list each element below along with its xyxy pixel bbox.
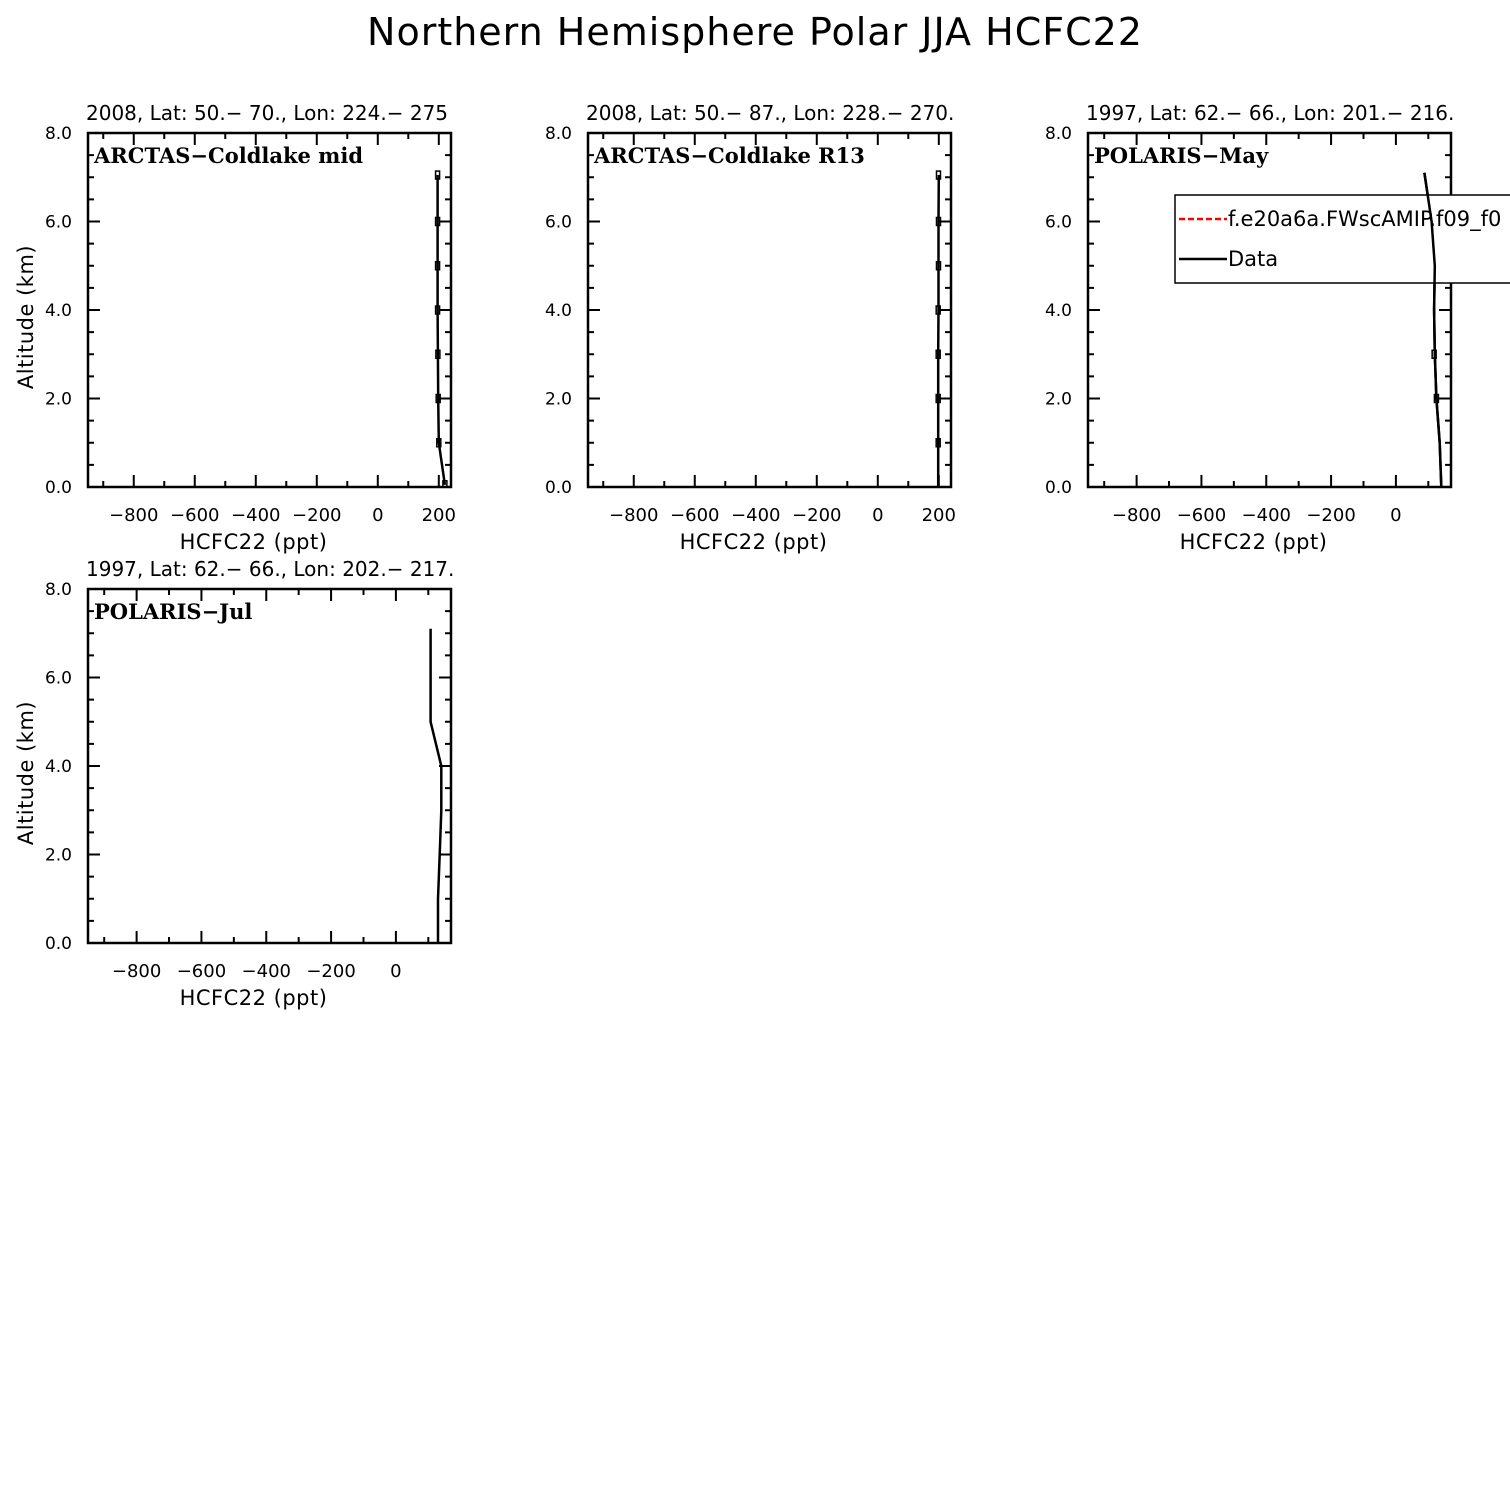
x-tick-label: −800 [109,505,159,526]
y-tick-label: 8.0 [44,580,72,600]
panel-1 [14,101,456,554]
x-tick-label: 0 [872,505,884,526]
series-group [936,0,941,487]
y-tick-label: 6.0 [44,668,72,689]
x-tick-label: −200 [1306,505,1356,526]
y-tick-label: 8.0 [544,124,572,144]
y-tick-label: 0.0 [44,934,72,954]
x-tick-label: −400 [241,961,291,982]
panel-title: 1997, Lat: 62.− 66., Lon: 202.− 217. [86,557,455,581]
x-tick-label: −600 [670,505,720,526]
y-axis-label: Altitude (km) [14,244,38,390]
figure-title: Northern Hemisphere Polar JJA HCFC22 [367,10,1143,54]
y-tick-label: 6.0 [44,212,72,233]
x-tick-label: −600 [1176,505,1227,526]
data-marker [937,0,941,8]
y-tick-label: 4.0 [44,301,72,321]
plot-frame [88,133,451,487]
x-axis-label: HCFC22 (ppt) [179,986,328,1010]
panel-title: 2008, Lat: 50.− 87., Lon: 228.− 270. [586,101,955,125]
campaign-label: POLARIS−May [1094,143,1269,168]
y-tick-label: 6.0 [1044,212,1072,233]
campaign-label: POLARIS−Jul [94,599,253,624]
x-tick-label: −600 [176,961,227,982]
x-tick-label: −800 [111,961,162,982]
x-axis-label: HCFC22 (ppt) [179,530,328,554]
y-tick-label: 8.0 [1044,124,1072,144]
y-axis-label: Altitude (km) [14,700,38,846]
plot-frame [88,589,451,943]
y-tick-label: 2.0 [1044,389,1072,410]
y-tick-label: 2.0 [44,389,72,410]
y-tick-label: 0.0 [44,478,72,498]
x-tick-label: −200 [292,505,342,526]
y-tick-label: 2.0 [44,845,72,866]
panel-title: 2008, Lat: 50.− 70., Lon: 224.− 275 [86,101,449,125]
y-tick-label: 8.0 [44,124,72,144]
series-group [431,629,442,943]
x-tick-label: 200 [921,505,956,526]
series-group [436,171,447,489]
x-tick-label: 200 [421,505,456,526]
series-line-data [431,629,442,943]
plot-frame [1088,133,1451,487]
y-tick-label: 4.0 [544,301,572,321]
y-tick-label: 0.0 [544,478,572,498]
x-tick-label: −200 [306,961,356,982]
panel-2 [545,0,956,554]
y-tick-label: 4.0 [1044,301,1072,321]
legend-label-model: f.e20a6a.FWscAMIP.f09_f0 [1228,207,1502,231]
plot-frame [588,133,951,487]
x-tick-label: 0 [1390,505,1402,526]
y-tick-label: 0.0 [1044,478,1072,498]
panel-title: 1997, Lat: 62.− 66., Lon: 201.− 216. [1086,101,1455,125]
x-tick-label: −400 [731,505,781,526]
x-tick-label: −800 [1111,505,1162,526]
x-axis-label: HCFC22 (ppt) [1179,530,1328,554]
panel-4 [14,557,454,1010]
x-tick-label: 0 [372,505,384,526]
y-tick-label: 4.0 [44,757,72,777]
x-tick-label: −400 [231,505,281,526]
x-tick-label: −400 [1241,505,1291,526]
legend-label-data: Data [1228,247,1279,271]
series-line-data [938,175,939,487]
x-tick-label: −600 [170,505,220,526]
campaign-label: ARCTAS−Coldlake mid [94,143,364,168]
x-tick-label: −200 [792,505,842,526]
x-axis-label: HCFC22 (ppt) [679,530,828,554]
panel-3 [1045,101,1454,554]
y-tick-label: 6.0 [544,212,572,233]
legend [1175,173,1510,487]
panels [14,0,1454,1010]
x-tick-label: −800 [609,505,659,526]
x-tick-label: 0 [390,961,402,982]
y-tick-label: 2.0 [544,389,572,410]
campaign-label: ARCTAS−Coldlake R13 [594,143,865,168]
